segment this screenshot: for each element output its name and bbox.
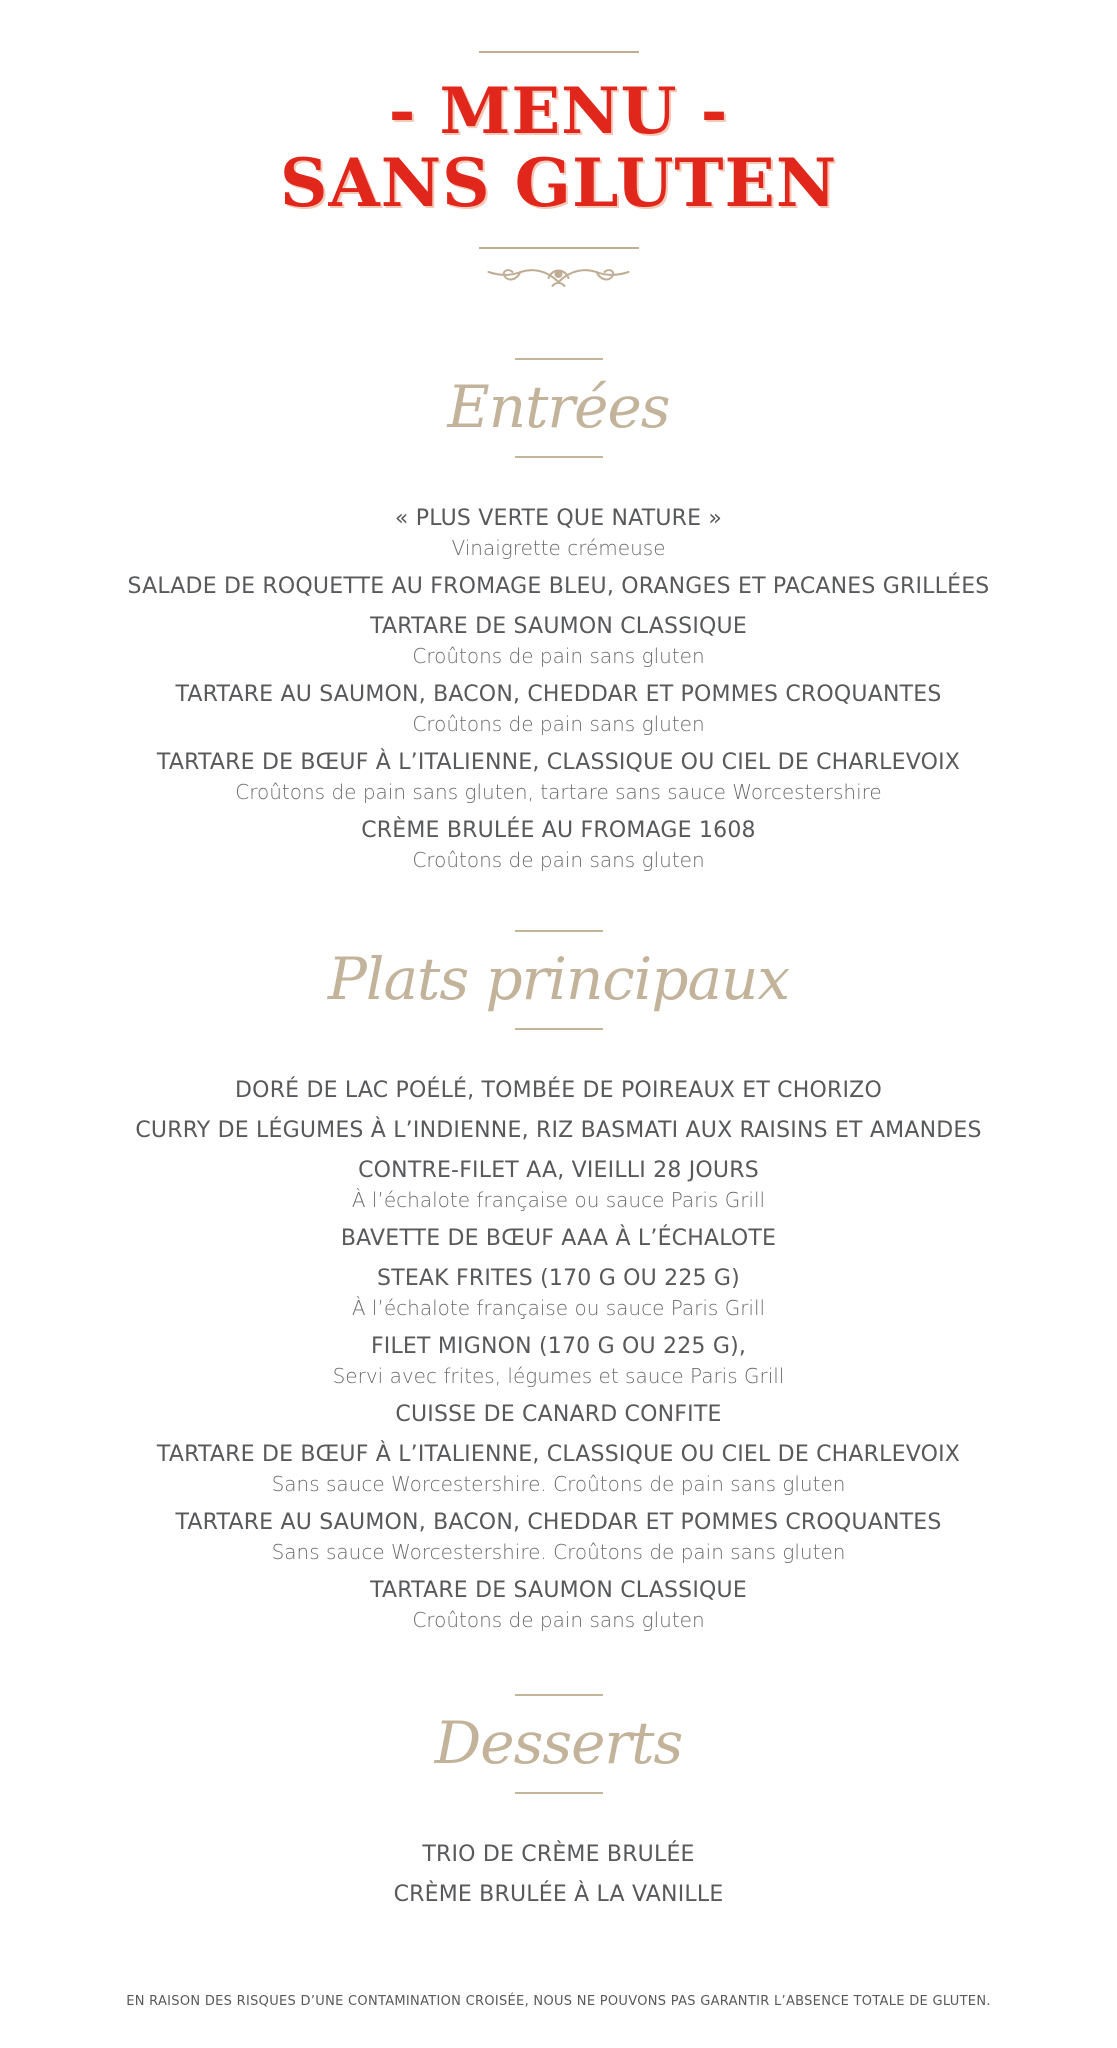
item-name: TRIO DE CRÈME BRULÉE	[422, 1842, 695, 1867]
gluten-disclaimer: EN RAISON DES RISQUES D’UNE CONTAMINATION CROISÉE, NOUS NE POUVONS PAS GARANTIR L’ABSENCE TOTALE DE GLUTEN.	[126, 1994, 991, 2009]
section-heading-desserts: Desserts	[434, 1709, 683, 1777]
item-description: À l’échalote française ou sauce Paris Grill	[351, 1188, 766, 1212]
menu-item	[0, 816, 1117, 874]
item-name: CUISSE DE CANARD CONFITE	[395, 1402, 722, 1427]
item-description: Croûtons de pain sans gluten	[412, 644, 705, 668]
section-desserts	[0, 1694, 1117, 1920]
item-name: TARTARE DE SAUMON CLASSIQUE	[370, 1578, 747, 1603]
item-name: CRÈME BRULÉE À LA VANILLE	[393, 1882, 724, 1907]
item-name: CRÈME BRULÉE AU FROMAGE 1608	[361, 818, 756, 843]
item-description: Sans sauce Worcestershire. Croûtons de pain sans gluten	[271, 1472, 846, 1496]
section-rule	[515, 456, 603, 458]
menu-item	[0, 572, 1117, 602]
item-name: TARTARE DE BŒUF À L’ITALIENNE, CLASSIQUE OU CIEL DE CHARLEVOIX	[156, 750, 961, 775]
title-top-rule	[479, 51, 639, 53]
title-line-menu: - MENU -	[388, 74, 729, 149]
title-line-sans-gluten: SANS GLUTEN	[279, 144, 838, 222]
menu-item	[0, 1116, 1117, 1146]
menu-item	[0, 1576, 1117, 1634]
item-name: SALADE DE ROQUETTE AU FROMAGE BLEU, ORANGES ET PACANES GRILLÉES	[127, 574, 990, 599]
item-description: Vinaigrette crémeuse	[451, 536, 666, 560]
item-name: CONTRE-FILET AA, VIEILLI 28 JOURS	[358, 1158, 759, 1183]
menu-item	[0, 1264, 1117, 1322]
item-name: TARTARE AU SAUMON, BACON, CHEDDAR ET POMMES CROQUANTES	[175, 682, 942, 707]
menu-title	[0, 74, 1117, 222]
flourish-ornament-icon	[476, 260, 641, 292]
item-description: À l’échalote française ou sauce Paris Grill	[351, 1296, 766, 1320]
item-name: TARTARE AU SAUMON, BACON, CHEDDAR ET POMMES CROQUANTES	[175, 1510, 942, 1535]
menu-item	[0, 1224, 1117, 1254]
item-description: Croûtons de pain sans gluten	[412, 1608, 705, 1632]
menu-item	[0, 1076, 1117, 1106]
item-name: « PLUS VERTE QUE NATURE »	[394, 506, 723, 531]
section-rule	[515, 1028, 603, 1030]
section-rule	[515, 358, 603, 360]
menu-item	[0, 1332, 1117, 1390]
menu-item	[0, 1440, 1117, 1498]
section-entrees	[0, 358, 1117, 884]
item-name: TARTARE DE SAUMON CLASSIQUE	[370, 614, 747, 639]
menu-item	[0, 680, 1117, 738]
title-bottom-rule	[479, 247, 639, 249]
item-description: Croûtons de pain sans gluten, tartare sans sauce Worcestershire	[235, 780, 882, 804]
section-heading-plats: Plats principaux	[327, 945, 790, 1013]
menu-item	[0, 1508, 1117, 1566]
item-name: FILET MIGNON (170 G OU 225 G),	[370, 1334, 747, 1359]
section-plats-principaux	[0, 930, 1117, 1644]
menu-item	[0, 504, 1117, 562]
item-description: Sans sauce Worcestershire. Croûtons de pain sans gluten	[271, 1540, 846, 1564]
item-description: Croûtons de pain sans gluten	[412, 848, 705, 872]
item-name: TARTARE DE BŒUF À L’ITALIENNE, CLASSIQUE OU CIEL DE CHARLEVOIX	[156, 1442, 961, 1467]
item-description: Servi avec frites, légumes et sauce Paris Grill	[332, 1364, 785, 1388]
item-name: CURRY DE LÉGUMES À L’INDIENNE, RIZ BASMATI AUX RAISINS ET AMANDES	[135, 1118, 982, 1143]
menu-item	[0, 1880, 1117, 1910]
item-name: DORÉ DE LAC POÉLÉ, TOMBÉE DE POIREAUX ET CHORIZO	[235, 1078, 882, 1103]
section-rule	[515, 930, 603, 932]
section-rule	[515, 1694, 603, 1696]
section-heading-entrees: Entrées	[447, 373, 670, 441]
menu-item	[0, 1840, 1117, 1870]
menu-item	[0, 748, 1117, 806]
item-description: Croûtons de pain sans gluten	[412, 712, 705, 736]
menu-item	[0, 1156, 1117, 1214]
item-name: BAVETTE DE BŒUF AAA À L’ÉCHALOTE	[340, 1226, 777, 1251]
section-rule	[515, 1792, 603, 1794]
menu-item	[0, 1400, 1117, 1430]
item-name: STEAK FRITES (170 G OU 225 G)	[377, 1266, 740, 1291]
menu-item	[0, 612, 1117, 670]
